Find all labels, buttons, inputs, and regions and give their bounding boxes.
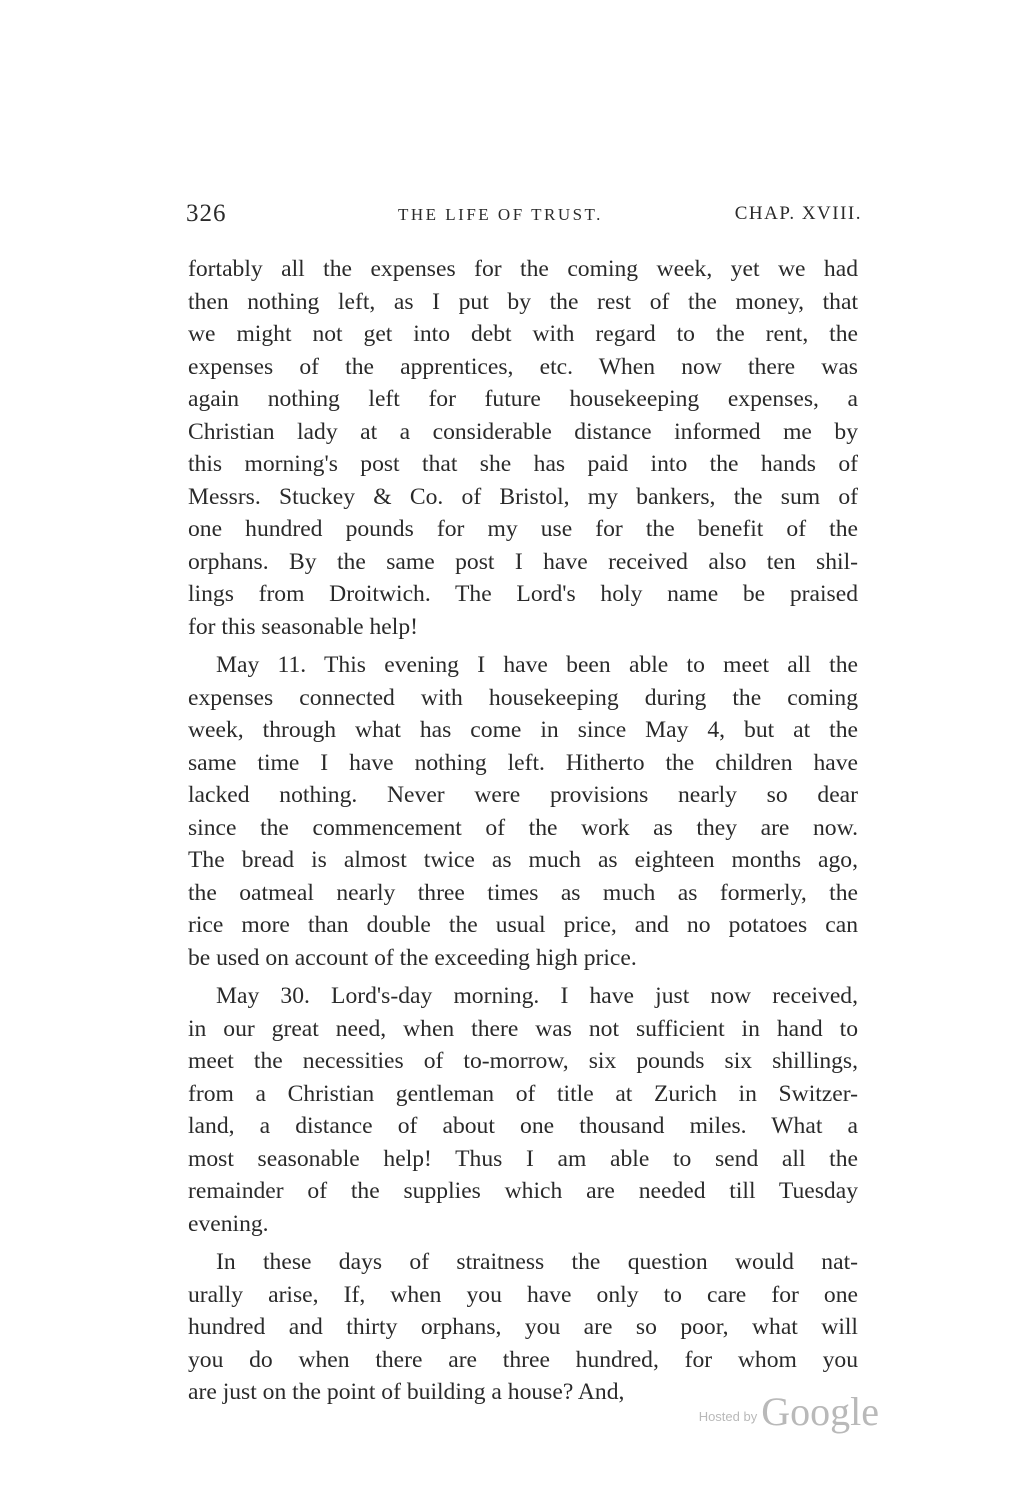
running-title: THE LIFE OF TRUST.	[398, 205, 603, 224]
text-line: May 11. This evening I have been able to meet all the	[216, 652, 858, 678]
watermark-prefix: Hosted by	[698, 1409, 758, 1424]
text-line: again nothing left for future housekeeping expenses, a	[188, 386, 858, 412]
text-line: In these days of straitness the question would nat-	[216, 1249, 858, 1275]
text-line: this morning's post that she has paid into the hands of	[188, 451, 858, 477]
text-line: one hundred pounds for my use for the benefit of the	[188, 516, 858, 542]
page-number: 326	[186, 200, 227, 227]
text-line: from a Christian gentleman of title at Zurich in Switzer-	[188, 1080, 858, 1107]
paragraph	[188, 980, 858, 1240]
text-line: we might not get into debt with regard to the rent, the	[188, 321, 858, 347]
text-line: since the commencement of the work as they are now.	[188, 814, 858, 841]
text-line: orphans. By the same post I have received also ten shil-	[188, 548, 858, 575]
chapter-label: CHAP. XVIII.	[734, 203, 862, 224]
text-line: expenses of the apprentices, etc. When now there was	[188, 353, 858, 380]
text-line: The bread is almost twice as much as eighteen months ago,	[188, 847, 858, 873]
text-line: rice more than double the usual price, and no potatoes can	[188, 912, 858, 938]
text-line: in our great need, when there was not sufficient in hand to	[188, 1015, 858, 1042]
running-header	[186, 200, 862, 232]
paragraph	[188, 253, 858, 643]
text-line: hundred and thirty orphans, you are so poor, what will	[188, 1314, 858, 1340]
text-line: the oatmeal nearly three times as much as formerly, the	[188, 879, 858, 906]
text-line: week, through what has come in since May 4, but at the	[188, 717, 858, 743]
text-line: land, a distance of about one thousand miles. What a	[188, 1113, 858, 1139]
text-line: expenses connected with housekeeping during the coming	[188, 684, 858, 711]
text-line: remainder of the supplies which are needed till Tuesday	[188, 1178, 858, 1204]
text-line: be used on account of the exceeding high price.	[188, 944, 637, 971]
body-text	[188, 253, 858, 1409]
text-line: Christian lady at a considerable distance informed me by	[188, 418, 858, 445]
text-line: you do when there are three hundred, for whom you	[188, 1346, 858, 1373]
text-line: meet the necessities of to-morrow, six pounds six shillings,	[188, 1048, 858, 1074]
text-line: lings from Droitwich. The Lord's holy name be praised	[188, 581, 858, 607]
text-line: urally arise, If, when you have only to care for one	[188, 1281, 858, 1308]
text-line: most seasonable help! Thus I am able to send all the	[188, 1145, 858, 1172]
paragraph	[188, 1246, 858, 1409]
hosted-by-google-watermark	[699, 1388, 879, 1435]
text-line: for this seasonable help!	[188, 613, 418, 640]
text-line: are just on the point of building a house? And,	[188, 1379, 625, 1405]
text-line: evening.	[188, 1210, 269, 1237]
text-line: then nothing left, as I put by the rest of the money, that	[188, 288, 858, 315]
text-line: Messrs. Stuckey & Co. of Bristol, my bankers, the sum of	[188, 483, 858, 510]
text-line: same time I have nothing left. Hitherto the children have	[188, 749, 858, 776]
watermark-brand: Google	[761, 1389, 879, 1434]
text-line: May 30. Lord's-day morning. I have just now received,	[216, 983, 858, 1009]
text-line: lacked nothing. Never were provisions nearly so dear	[188, 782, 858, 808]
paragraph	[188, 649, 858, 974]
text-line: fortably all the expenses for the coming week, yet we had	[188, 256, 858, 282]
